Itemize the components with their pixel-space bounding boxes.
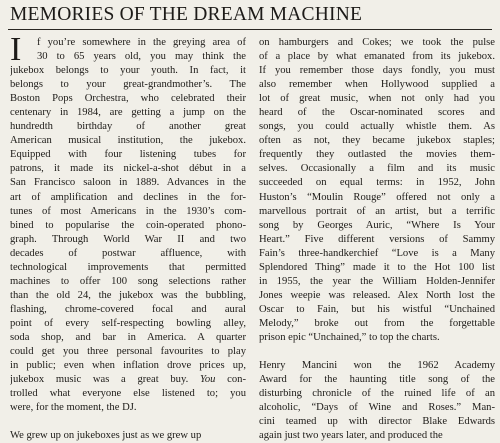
text-line: American musical institution, the jukebox. xyxy=(10,135,246,147)
text-line: patrons, it made its nickel-a-shot début in a xyxy=(10,163,246,175)
paragraph-gap xyxy=(259,345,495,359)
text-line: Boston Pops Orchestra, who celebrated their xyxy=(10,93,246,105)
text-line: in public; even when inflation drove prices up, xyxy=(10,360,246,372)
text-line: flashing, chrome-covered focal and aural xyxy=(10,303,246,315)
text-line: selves. Occasionally a film and its music xyxy=(259,163,495,175)
text-line: trolled what everyone else listened to; you xyxy=(10,388,246,400)
text-line: We grew up on jukeboxes just as we grew up xyxy=(10,430,202,442)
text-line: machines to offer 100 song selections rather xyxy=(10,275,246,287)
text-line: lot of great music, when not only had you xyxy=(259,93,495,105)
text-line: songs, you could actually whistle them. As xyxy=(259,121,495,133)
text-line: soda shop, and bar in America. A quarter xyxy=(10,331,246,343)
right-column xyxy=(259,36,495,443)
text-line: tunes of most Americans in the 1930’s com- xyxy=(10,205,246,217)
text-line: Jones weepie was released. Alex North lost the xyxy=(259,289,495,301)
text-line: Equipped with four listening tubes for xyxy=(10,149,246,161)
text-line: centenary in 1984, are getting a jump on the xyxy=(10,107,246,119)
text-line: were, for the moment, the DJ. xyxy=(10,402,137,414)
text-line: Melody,” broke out from the forgettable xyxy=(259,317,495,329)
text-line: succeeded on equal terms: in 1952, John xyxy=(259,177,495,189)
text-line: jukebox music was a great buy. You con- xyxy=(10,374,246,386)
text-line: in 1955, the year the William Holden-Jennifer xyxy=(259,275,495,287)
paragraph-gap xyxy=(10,415,246,429)
text-line: belongs to your great-grandmother’s. The xyxy=(10,79,246,91)
text-line: 30 to 65 years old, you may think the xyxy=(37,51,246,63)
article-title: MEMORIES OF THE DREAM MACHINE xyxy=(10,4,363,25)
text-line: point of every self-respecting bowling alley, xyxy=(10,317,246,329)
text-line: prison epic “Unchained,” to top the charts. xyxy=(259,331,440,343)
text-line: frequently they outlasted the movies them- xyxy=(259,149,495,161)
text-line: technological improvements that permitted xyxy=(10,261,246,273)
text-line: Fain’s three-handkerchief “Love is a Many xyxy=(259,247,495,259)
text-line: could get you three personal favourites to play xyxy=(10,346,246,358)
text-line: f you’re somewhere in the greying area of xyxy=(37,37,246,48)
text-line: jukebox belongs to your youth. In fact, it xyxy=(10,65,246,77)
text-line: art of amplification and declines in the for- xyxy=(10,191,246,203)
text-line: than the old 24, the jukebox was the bubbling, xyxy=(10,289,246,301)
text-line: often as not, they became jukebox staples; xyxy=(259,135,495,147)
text-line: hundredth birthday of another great xyxy=(10,121,246,133)
text-line: bined to popularise the coin-operated phono- xyxy=(10,219,246,231)
text-line: heard of the Oscar-nominated scores and xyxy=(259,107,495,119)
text-line: Huston’s “Moulin Rouge” offered not only a xyxy=(259,191,495,203)
text-line: also remember when Hollywood supplied a xyxy=(259,79,495,91)
text-line: decades of postwar affluence, with xyxy=(10,247,246,259)
text-line: Award for the haunting title song of the xyxy=(259,374,495,386)
text-line: disturbing chronicle of the ruined life of an xyxy=(259,388,495,400)
text-line: alcoholic, “Days of Wine and Roses.” Man- xyxy=(259,402,495,414)
drop-cap: I xyxy=(10,31,22,68)
text-line: graph. Through World War II and two xyxy=(10,233,246,245)
text-line: San Francisco saloon in 1889. Advances in the xyxy=(10,177,246,189)
text-line: marvellous portrait of an artist, but a terrific xyxy=(259,205,495,217)
text-line: on hamburgers and Cokes; we took the pulse xyxy=(259,37,495,48)
left-column xyxy=(10,31,246,443)
text-line: cini teamed up with director Blake Edwards xyxy=(259,416,495,428)
text-line: Oscar to Fain, but his wistful “Unchained xyxy=(259,303,495,315)
text-line: again just two years later, and produced the xyxy=(259,430,443,442)
text-line: Henry Mancini won the 1962 Academy xyxy=(259,360,495,372)
title-rule xyxy=(8,29,492,30)
text-line: song by Georges Auric, “Where Is Your xyxy=(259,219,495,231)
text-line: of a place by what emanated from its jukebox. xyxy=(259,51,495,63)
text-line: If you remember those days fondly, you must xyxy=(259,65,495,77)
text-line: Splendored Thing” made it to the Hot 100 list xyxy=(259,261,495,273)
text-line: Heart.” Five different versions of Sammy xyxy=(259,233,495,245)
